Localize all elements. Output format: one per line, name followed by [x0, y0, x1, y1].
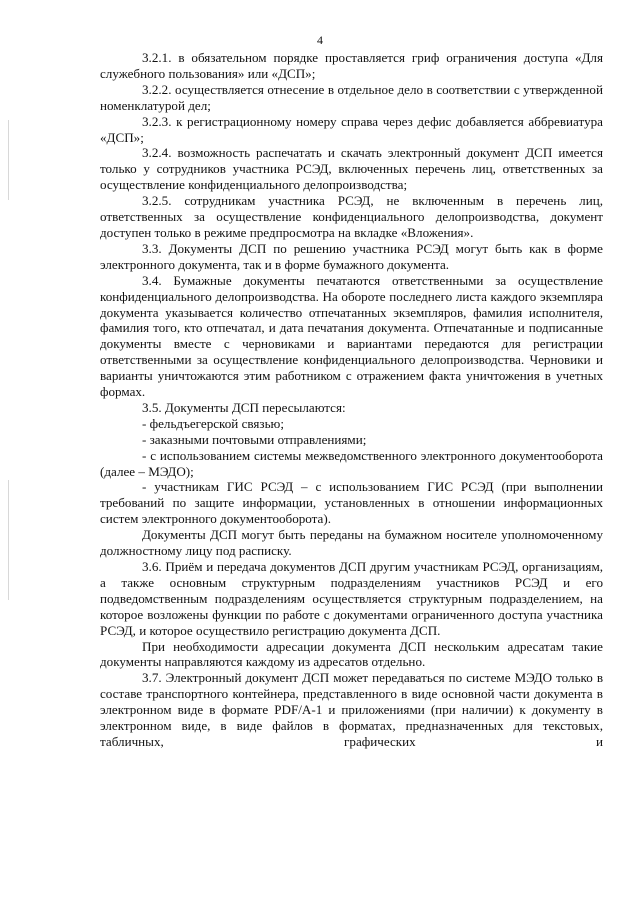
list-item-medo: - с использованием системы межведомственного электронного документооборота (далее – МЭДО); — [100, 447, 603, 479]
paragraph-3-3: 3.3. Документы ДСП по решению участника РСЭД могут быть как в форме электронного документа, так и в форме бумажного документа. — [100, 240, 603, 272]
paragraph-3-2-5: 3.2.5. сотрудникам участника РСЭД, не включенным в перечень лиц, ответственных за осуществление конфиденциального делопроизводства, документ доступен только в режиме предпросмотра на вкладке «Вложения». — [100, 193, 603, 240]
page-number: 4 — [317, 33, 323, 47]
document-body — [100, 50, 603, 750]
paragraph-3-2-2: 3.2.2. осуществляется отнесение в отдельное дело в соответствии с утвержденной номенклатурой дел; — [100, 81, 603, 113]
paragraph-paper-transfer: Документы ДСП могут быть переданы на бумажном носителе уполномоченному должностному лицу под расписку. — [100, 527, 603, 559]
list-item-gis-rsed: - участникам ГИС РСЭД – с использованием ГИС РСЭД (при выполнении требований по защите информации, установленных в отношении информационных систем электронного документооборота). — [100, 479, 603, 527]
paragraph-3-5: 3.5. Документы ДСП пересылаются: — [142, 399, 346, 415]
paragraph-3-6: 3.6. Приём и передача документов ДСП другим участникам РСЭД, организациям, а также основным структурным подразделениям участников РСЭД и его подведомственным подразделениям осуществляется структурным подразделением, на которое возложены функции по работе с документами ограниченного доступа участника РСЭД, и которое осуществило регистрацию документа ДСП. — [100, 559, 603, 638]
paragraph-3-7: 3.7. Электронный документ ДСП может передаваться по системе МЭДО только в составе транспортного контейнера, представленного в виде основной части документа в электронном виде в формате PDF/A-1 и приложениями (при наличии) к документу в электронном виде, в виде файлов в форматах, предназначенных для текстовых, табличных, графических и — [100, 670, 603, 749]
list-item-registered-mail: - заказными почтовыми отправлениями; — [142, 431, 367, 447]
paragraph-3-2-1: 3.2.1. в обязательном порядке проставляется гриф ограничения доступа «Для служебного пользования» или «ДСП»; — [100, 50, 603, 81]
scan-margin-line-bottom — [8, 480, 9, 600]
paragraph-3-2-4: 3.2.4. возможность распечатать и скачать электронный документ ДСП имеется только у сотрудников участника РСЭД, включенных перечень лиц, ответственных за осуществление конфиденциального делопроизводства; — [100, 145, 603, 193]
paragraph-3-4: 3.4. Бумажные документы печатаются ответственными за осуществление конфиденциального делопроизводства. На обороте последнего листа каждого экземпляра документа указывается количество отпечатанных экземпляров, фамилия исполнителя, фамилия того, кто отпечатал, и дата печатания документа. Отпечатанные и подписанные документы вместе с черновиками и вариантами передаются для регистрации ответственными за осуществление конфиденциального делопроизводства. Черновики и варианты уничтожаются этим работником с отражением факта уничтожения в учетных формах. — [100, 272, 603, 400]
paragraph-3-2-3: 3.2.3. к регистрационному номеру справа через дефис добавляется аббревиатура «ДСП»; — [100, 113, 603, 145]
paragraph-multiple-addressees: При необходимости адресации документа ДСП нескольким адресатам такие документы направляются каждому из адресатов отдельно. — [100, 638, 603, 670]
scan-margin-line-top — [8, 120, 9, 200]
list-item-courier: - фельдъегерской связью; — [142, 415, 284, 431]
